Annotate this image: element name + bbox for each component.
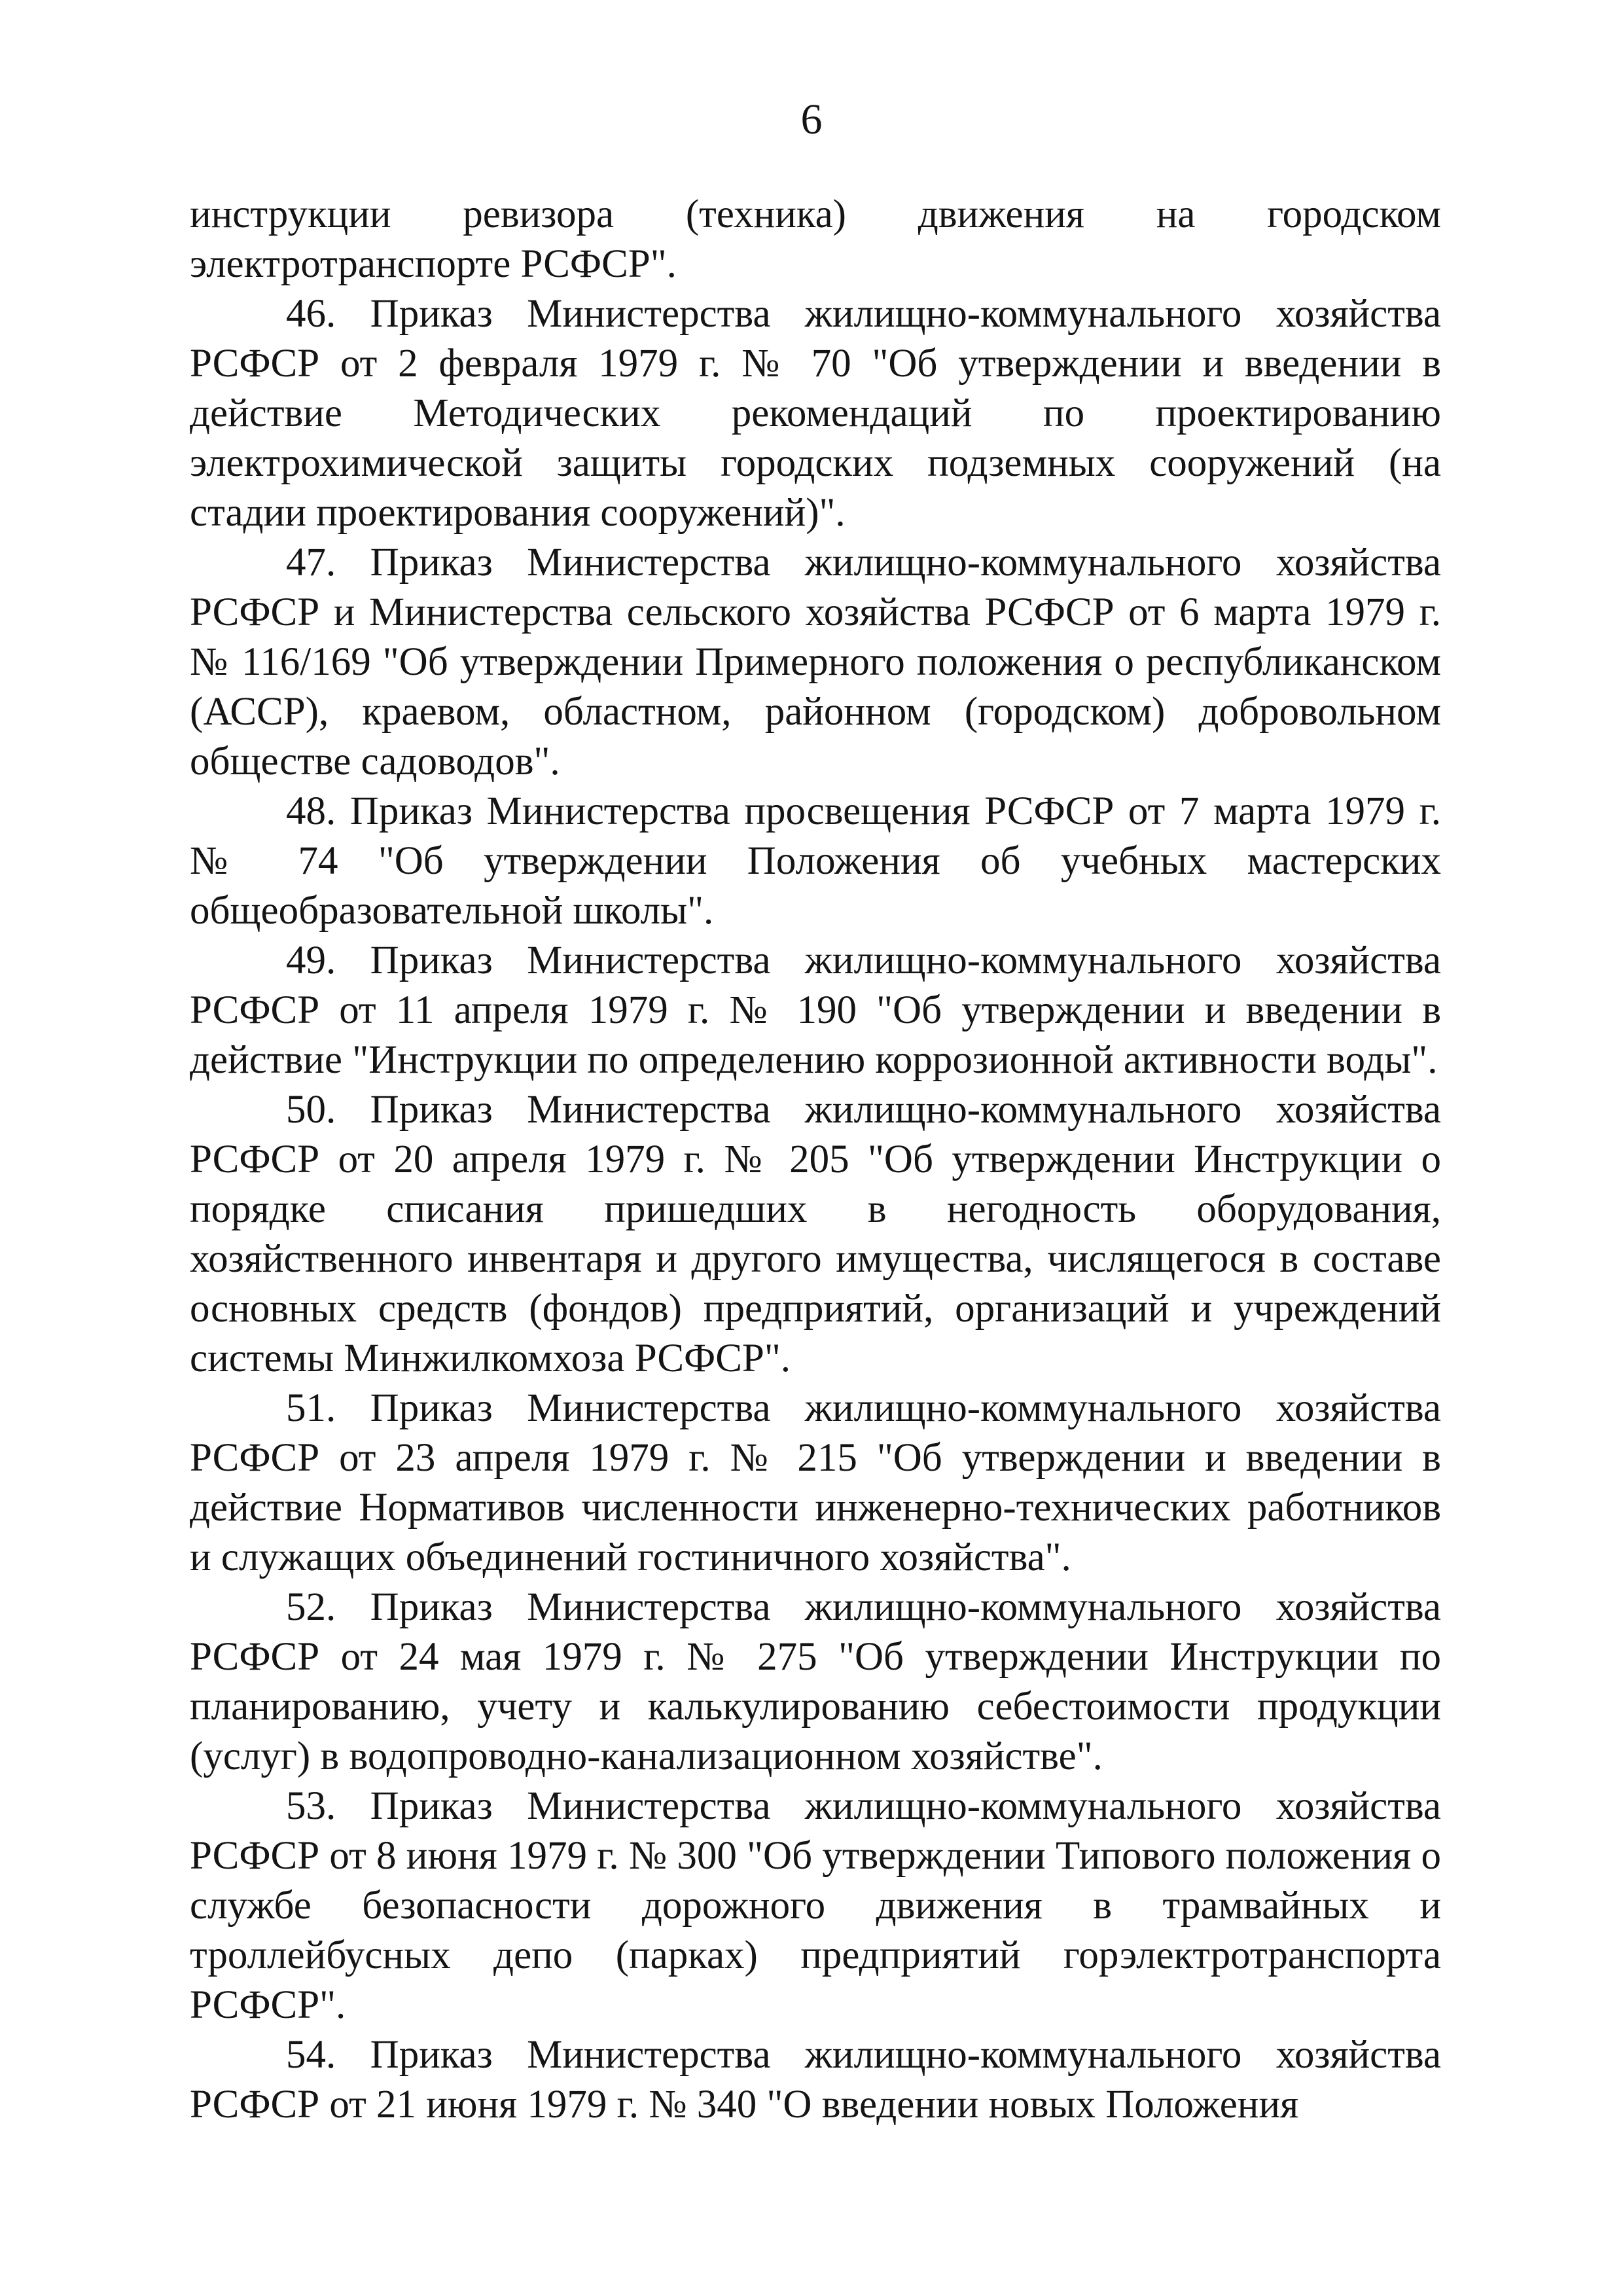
- list-item-51: 51. Приказ Министерства жилищно-коммунального хозяйства РСФСР от 23 апреля 1979 г. № 215 "Об утверждении и введении в действие Нормативов численности инженерно-технических работников и служащих объединений гостиничного хозяйства".: [190, 1386, 1441, 1579]
- list-item-47: 47. Приказ Министерства жилищно-коммунального хозяйства РСФСР и Министерства сельского хозяйства РСФСР от 6 марта 1979 г. № 116/169 "Об утверждении Примерного положения о республиканском (АССР), краевом, областном, районном (городском) добровольном обществе садоводов".: [190, 541, 1441, 783]
- list-item-48: 48. Приказ Министерства просвещения РСФСР от 7 марта 1979 г. № 74 "Об утверждении Положения об учебных мастерских общеобразовательной школы".: [190, 789, 1441, 933]
- document-body: [190, 190, 1441, 2130]
- paragraph-continuation: инструкции ревизора (техника) движения на городском электротранспорте РСФСР".: [190, 192, 1441, 286]
- list-item-46: 46. Приказ Министерства жилищно-коммунального хозяйства РСФСР от 2 февраля 1979 г. № 70 "Об утверждении и введении в действие Методических рекомендаций по проектированию электрохимической защиты городских подземных сооружений (на стадии проектирования сооружений)".: [190, 292, 1441, 535]
- page-number: 6: [800, 96, 823, 143]
- list-item-54: 54. Приказ Министерства жилищно-коммунального хозяйства РСФСР от 21 июня 1979 г. № 340 "О введении новых Положения: [190, 2033, 1441, 2126]
- list-item-53: 53. Приказ Министерства жилищно-коммунального хозяйства РСФСР от 8 июня 1979 г. № 300 "Об утверждении Типового положения о службе безопасности дорожного движения в трамвайных и троллейбусных депо (парках) предприятий горэлектротранспорта РСФСР".: [190, 1784, 1441, 2027]
- list-item-50: 50. Приказ Министерства жилищно-коммунального хозяйства РСФСР от 20 апреля 1979 г. № 205 "Об утверждении Инструкции о порядке списания пришедших в негодность оборудования, хозяйственного инвентаря и другого имущества, числящегося в составе основных средств (фондов) предприятий, организаций и учреждений системы Минжилкомхоза РСФСР".: [190, 1088, 1441, 1380]
- list-item-52: 52. Приказ Министерства жилищно-коммунального хозяйства РСФСР от 24 мая 1979 г. № 275 "Об утверждении Инструкции по планированию, учету и калькулированию себестоимости продукции (услуг) в водопроводно-канализационном хозяйстве".: [190, 1585, 1441, 1778]
- list-item-49: 49. Приказ Министерства жилищно-коммунального хозяйства РСФСР от 11 апреля 1979 г. № 190 "Об утверждении и введении в действие "Инструкции по определению коррозионной активности воды".: [190, 939, 1441, 1082]
